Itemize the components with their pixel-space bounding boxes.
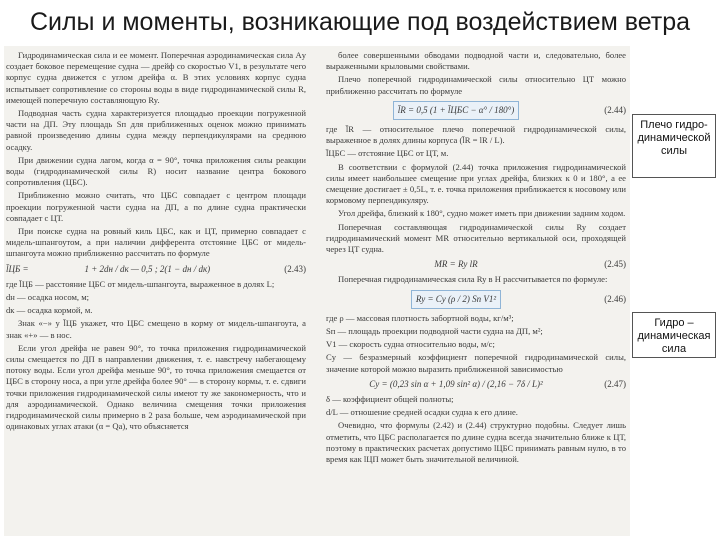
definition: Cy — безразмерный коэффициент поперечной гидродинамической силы, значение которой можно выразить приближенной зависимостью [326, 352, 626, 374]
equation-number: (2.44) [604, 104, 626, 115]
callout-force: Гидро – динамическая сила [632, 312, 716, 358]
definition: где l̄R — относительное плечо поперечной гидродинамической силы, выраженное в долях длины корпуса (l̄R = lR / L). [326, 124, 626, 146]
equation-number: (2.46) [604, 293, 626, 304]
highlighted-formula: l̄R = 0,5 (1 + l̄ЦБС − α° / 180°) [393, 101, 519, 120]
definition: δ — коэффициент общей полноты; [326, 394, 454, 405]
formula-body: Cy = (0,23 sin α + 1,09 sin² α) / (2,16 − 7δ / L)² [369, 378, 543, 389]
scanned-page [4, 46, 630, 536]
paragraph: При движении судна лагом, когда α = 90°, точка приложения силы реакции воды (гидродинамической силы R) носит название центра бокового сопротивления (ЦБС). [6, 154, 306, 188]
definition: d/L — отношение средней осадки судна к его длине. [326, 407, 518, 418]
equation-number: (2.47) [604, 378, 626, 389]
definition: dк — осадка кормой, м. [6, 305, 93, 316]
equation-number: (2.43) [284, 263, 306, 274]
paragraph: Знак «−» у l̄ЦБ укажет, что ЦБС смещено в корму от мидель-шпангоута, а знак «+» — в нос. [6, 318, 306, 340]
paragraph: Угол дрейфа, близкий к 180°, судно может иметь при движении задним ходом. [338, 208, 626, 219]
paragraph: Приближенно можно считать, что ЦБС совпадает с центром площади проекции погруженной части судна на ДП, а по длине судна практически совпадает с ЦТ. [6, 190, 306, 223]
right-column [326, 50, 626, 467]
definition: dн — осадка носом, м; [6, 292, 90, 303]
left-column [6, 50, 306, 435]
formula-2-43 [6, 264, 306, 275]
definition: где l̄ЦБ — расстояние ЦБС от мидель-шпангоута, выраженное в долях L; [6, 278, 275, 289]
paragraph: Если угол дрейфа не равен 90°, то точка приложения гидродинамической силы смещается по ДП в направлении движения, т. е. навстречу набегающему потоку воды. Если угол дрейфа меньше 90°, то точка приложения смещается от ЦБС в сторону носа, а при угле дрейфа более 90° — в сторону кормы, т. е. сдвиги точки приложения гидродинамической силы имеют ту же закономерность, что и для аэродинамической. Однако величина смещения точки приложения гидродинамической силы примерно в 2 раза больше, чем аэродинамической при одинаковых углах атаки (α = Qа), что объясняется [6, 342, 306, 432]
equation-number: (2.45) [604, 259, 626, 270]
paragraph: Подводная часть судна характеризуется площадью проекции погруженной части на ДП. Эту площадь Sп для приближенных оценок можно принимать равной произведению длины судна между перпендикулярами на среднюю осадку. [6, 108, 306, 152]
paragraph: более совершенными обводами подводной части и, следовательно, более выраженными крыловыми свойствами. [326, 50, 626, 72]
definition: где ρ — массовая плотность забортной воды, кг/м³; [326, 312, 514, 323]
paragraph: Поперечная составляющая гидродинамической силы Ry создает гидродинамический момент MR относительно вертикальной оси, проходящей через ЦТ судна. [326, 221, 626, 255]
slide-title: Силы и моменты, возникающие под воздействием ветра [29, 8, 691, 36]
highlighted-formula: Ry = Cy (ρ / 2) Sп V1² [411, 290, 501, 309]
paragraph: Очевидно, что формулы (2.42) и (2.44) структурно подобны. Следует лишь отметить, что ЦБС располагается по длине судна всегда значительно ближе к ЦТ, поэтому в практических расчетах допустимо lЦБС принимать равным нулю, в то время как lЦП может быть значительной величиной. [326, 420, 626, 465]
definition: l̄ЦБС — отстояние ЦБС от ЦТ, м. [326, 148, 449, 159]
formula-2-46 [326, 290, 626, 309]
paragraph: Плечо поперечной гидродинамической силы относительно ЦТ можно приближенно рассчитать по формуле [326, 74, 626, 96]
paragraph: Гидродинамическая сила и ее момент. Поперечная аэродинамическая сила Аy создает боковое перемещение судна — дрейф со скоростью V1, в результате чего корпус судна движется с углом дрейфа α. В этих условиях корпус судна испытывает сопротивление со стороны воды в виде гидродинамической силы R, имеющей поперечную составляющую Ry. [6, 50, 306, 105]
definition: V1 — скорость судна относительно воды, м/с; [326, 339, 495, 350]
definition: Sп — площадь проекции подводной части судна на ДП, м²; [326, 326, 543, 337]
paragraph: В соответствии с формулой (2.44) точка приложения гидродинамической силы имеет наибольшее смещение при углах дрейфа, близких к 0 и 180°, а ее смещение достигает ± 0,5L, т. е. точка приложения приближается к носовому или кормовому перпендикуляру. [326, 161, 626, 206]
formula-2-47 [326, 379, 626, 390]
callout-arm: Плечо гидро-динамической силы [632, 114, 716, 178]
paragraph: При поиске судна на ровный киль ЦБС, как и ЦТ, примерно совпадает с мидель-шпангоутом, а при наличии дифферента отстояние ЦБС от мидель-шпангоута можно приближенно рассчитать по формуле [6, 226, 306, 259]
formula-body: 1 + 2dн / dк — 0,5 ; 2(1 − dн / dк) [84, 263, 211, 274]
formula-body: MR = Ry lR [434, 259, 478, 270]
formula-2-44 [326, 101, 626, 120]
formula-2-45 [326, 259, 626, 270]
formula-lhs: l̄ЦБ = [6, 263, 29, 274]
paragraph: Поперечная гидродинамическая сила Ry в Н рассчитывается по формуле: [338, 274, 608, 285]
